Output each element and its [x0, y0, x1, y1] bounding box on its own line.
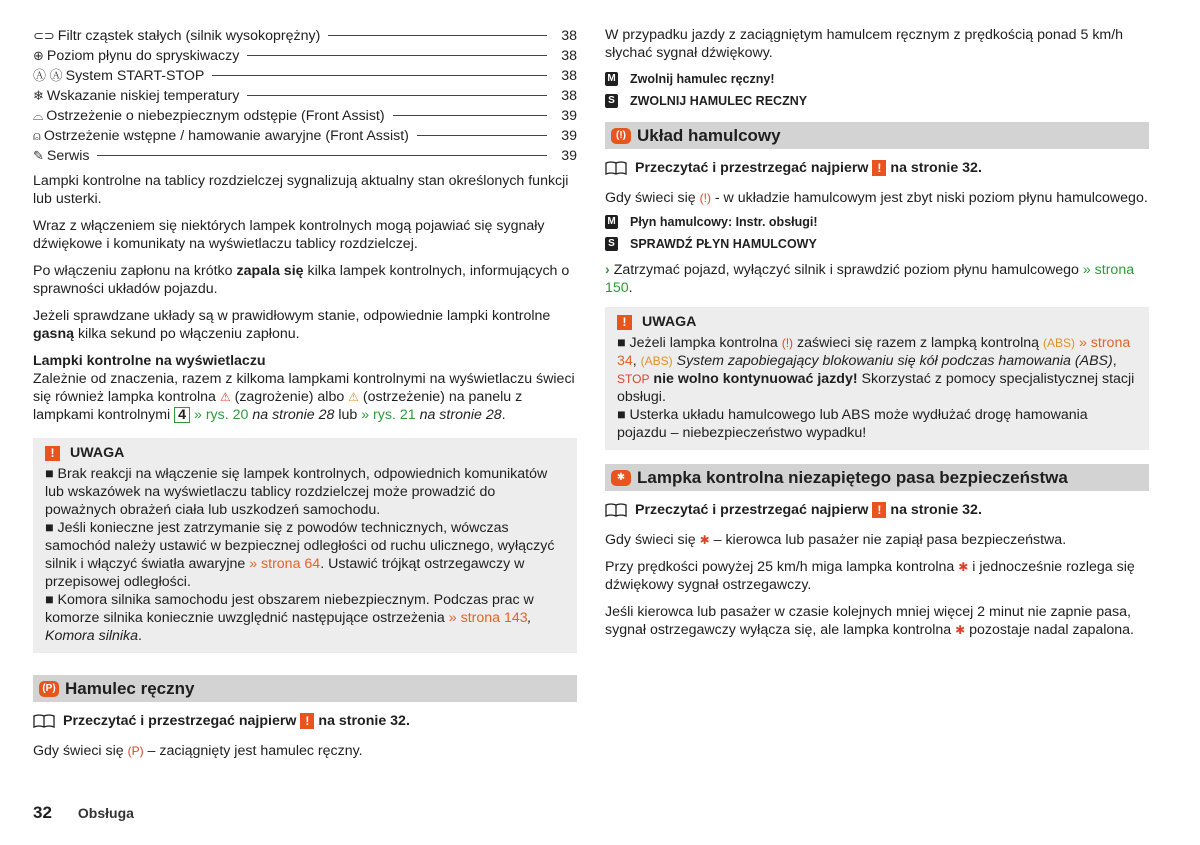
- particle-filter-icon: ⊂⊃: [33, 28, 55, 43]
- page-link[interactable]: » strona 64: [249, 556, 321, 572]
- toc-row[interactable]: [33, 46, 577, 66]
- toc-leader: [97, 155, 547, 156]
- toc-leader: [393, 115, 547, 116]
- toc-page: 38: [561, 48, 577, 64]
- display-message-m: M Płyn hamulcowy: Instr. obsługi!: [605, 211, 1149, 233]
- toc-row[interactable]: [33, 146, 577, 166]
- page-link[interactable]: » strona 150: [605, 262, 1135, 296]
- paragraph: › Zatrzymać pojazd, wyłączyć silnik i sprawdzić poziom płynu hamulcowego » strona 150.: [605, 262, 1135, 296]
- toc-page: 39: [561, 148, 577, 164]
- exclamation-icon: !: [872, 160, 886, 176]
- toc-label: Poziom płynu do spryskiwaczy: [46, 48, 240, 64]
- paragraph: Gdy świeci się (!) - w układzie hamulcowym jest zbyt niski poziom płynu hamulcowego.: [605, 190, 1148, 206]
- abs-icon: (ABS): [640, 354, 673, 368]
- display-message-s: S SPRAWDŹ PŁYN HAMULCOWY: [605, 233, 1149, 255]
- toc-leader: [247, 55, 547, 56]
- toc-page: 39: [561, 128, 577, 144]
- start-stop-icon: Ⓐ Ⓐ: [33, 68, 63, 83]
- front-assist-brake-icon: ⍝: [33, 128, 41, 143]
- display-message-s: S ZWOLNIJ HAMULEC RECZNY: [605, 90, 1149, 112]
- paragraph: Przy prędkości powyżej 25 km/h miga lampka kontrolna ✱ i jednocześnie rozlega się dźwiękowy sygnał ostrzegawczy.: [605, 559, 1135, 593]
- toc-leader: [328, 35, 547, 36]
- exclamation-icon: !: [45, 446, 60, 461]
- book-icon: [605, 161, 627, 175]
- book-icon: [605, 503, 627, 517]
- parking-brake-icon: (P): [39, 681, 59, 697]
- toc-page: 38: [561, 88, 577, 104]
- danger-triangle-icon: ⚠: [219, 390, 231, 404]
- warning-box: [33, 438, 577, 653]
- toc-label: Filtr cząstek stałych (silnik wysokoprężny): [57, 28, 321, 44]
- toc-row[interactable]: [33, 66, 577, 86]
- toc-leader: [212, 75, 547, 76]
- parking-brake-icon: (P): [127, 744, 144, 758]
- section-header-handbrake: (P) Hamulec ręczny: [33, 675, 577, 702]
- figure-link[interactable]: » rys. 20: [193, 407, 249, 423]
- warning-triangle-icon: ⚠: [348, 390, 359, 404]
- warning-item: ■ Jeśli konieczne jest zatrzymanie się z powodów technicznych, wówczas samochód należy ustawić w bezpiecznej odległości od ruchu ulicznego, wyłączyć silnik i włączyć światła awaryjne » strona 64. Ustawić trójkąt ostrzegawczy w przepisowej odległości.: [45, 520, 555, 590]
- toc-row[interactable]: [33, 86, 577, 106]
- read-first-note: Przeczytać i przestrzegać najpierw ! na stronie 32.: [605, 159, 1149, 177]
- book-icon: [33, 714, 55, 728]
- read-first-note: Przeczytać i przestrzegać najpierw ! na stronie 32.: [605, 501, 1149, 519]
- abs-icon: (ABS): [1043, 336, 1076, 350]
- section-header-seatbelt: ✱ Lampka kontrolna niezapiętego pasa bezpieczeństwa: [605, 464, 1149, 491]
- exclamation-icon: !: [300, 713, 314, 729]
- stop-icon: STOP: [617, 372, 650, 386]
- paragraph: Po włączeniu zapłonu na krótko zapala się kilka lampek kontrolnych, informujących o sprawności układów pojazdu.: [33, 263, 570, 297]
- page-link[interactable]: » strona 143: [448, 610, 528, 626]
- paragraph: Gdy świeci się (P) – zaciągnięty jest hamulec ręczny.: [33, 743, 363, 759]
- warning-box: [605, 307, 1149, 450]
- seatbelt-icon: ✱: [958, 560, 969, 574]
- seatbelt-icon: ✱: [699, 533, 710, 547]
- toc-row[interactable]: [33, 26, 577, 46]
- toc-label: System START-STOP: [65, 68, 205, 84]
- page-link[interactable]: » strona 34: [617, 335, 1131, 369]
- toc-leader: [247, 95, 547, 96]
- left-column: [33, 26, 577, 769]
- toc-label: Ostrzeżenie wstępne / hamowanie awaryjne (Front Assist): [43, 128, 409, 144]
- washer-fluid-icon: ⊕: [33, 48, 44, 63]
- paragraph: Lampki kontrolne na tablicy rozdzielczej sygnalizują aktualny stan określonych funkcji lub usterki.: [33, 173, 569, 207]
- toc-page: 38: [561, 28, 577, 44]
- table-of-contents: [33, 26, 577, 166]
- arrow-icon: ›: [605, 262, 610, 278]
- brake-system-icon: (!): [781, 336, 794, 350]
- paragraph: Wraz z włączeniem się niektórych lampek kontrolnych mogą pojawiać się sygnały dźwiękowe i komunikaty na wyświetlaczu tablicy rozdzielczej.: [33, 218, 545, 252]
- figure-callout: 4: [174, 407, 190, 423]
- warning-item: ■ Usterka układu hamulcowego lub ABS może wydłużać drogę hamowania pojazdu – niebezpieczeństwo wypadku!: [617, 407, 1088, 441]
- footer-section: Obsługa: [77, 805, 134, 821]
- page-footer: [33, 804, 134, 822]
- read-first-note: Przeczytać i przestrzegać najpierw ! na stronie 32.: [33, 712, 577, 730]
- exclamation-icon: !: [872, 502, 886, 518]
- exclamation-icon: !: [617, 315, 632, 330]
- seatbelt-icon: ✱: [955, 623, 966, 637]
- paragraph: Jeśli kierowca lub pasażer w czasie kolejnych mniej więcej 2 minut nie zapnie pasa, sygnał ostrzegawczy wyłącza się, ale lampka kontrolna ✱ pozostaje nadal zapalona.: [605, 604, 1134, 638]
- page-number: 32: [33, 803, 52, 822]
- paragraph: Jeżeli sprawdzane układy są w prawidłowym stanie, odpowiednie lampki kontrolne gasną kilka sekund po włączeniu zapłonu.: [33, 308, 551, 342]
- section-header-brake-system: (!) Układ hamulcowy: [605, 122, 1149, 149]
- toc-row[interactable]: [33, 106, 577, 126]
- warning-item: ■ Komora silnika samochodu jest obszarem niebezpiecznym. Podczas prac w komorze silnika koniecznie uwzględnić następujące ostrzeżenia » strona 143, Komora silnika.: [45, 592, 534, 644]
- wrench-icon: ✎: [33, 148, 44, 163]
- subheading: Lampki kontrolne na wyświetlaczu: [33, 353, 266, 369]
- paragraph: Gdy świeci się ✱ – kierowca lub pasażer nie zapiął pasa bezpieczeństwa.: [605, 532, 1067, 548]
- toc-page: 39: [561, 108, 577, 124]
- display-message-m: M Zwolnij hamulec ręczny!: [605, 68, 1149, 90]
- toc-label: Wskazanie niskiej temperatury: [46, 88, 240, 104]
- toc-page: 38: [561, 68, 577, 84]
- warning-title: UWAGA: [642, 314, 697, 330]
- snowflake-icon: ❄: [33, 88, 44, 103]
- brake-system-icon: (!): [699, 191, 711, 205]
- toc-label: Ostrzeżenie o niebezpiecznym odstępie (Front Assist): [46, 108, 385, 124]
- warning-title: UWAGA: [70, 445, 125, 461]
- toc-row[interactable]: [33, 126, 577, 146]
- warning-item: ■ Brak reakcji na włączenie się lampek kontrolnych, odpowiednich komunikatów lub wskazówek na wyświetlaczu tablicy rozdzielczej może prowadzić do poważnych obrażeń ciała lub uszkodzeń samochodu.: [45, 466, 548, 518]
- front-assist-icon: ⌓: [33, 108, 44, 123]
- paragraph: Zależnie od znaczenia, razem z kilkoma lampkami kontrolnymi na wyświetlaczu świeci się również lampka kontrolna ⚠ (zagrożenie) albo ⚠ (ostrzeżenie) na panelu z lampkami kontrolnymi 4 » rys. 20 na stronie 28 lub » rys. 21 na stronie 28.: [33, 371, 575, 423]
- toc-leader: [417, 135, 547, 136]
- brake-system-icon: (!): [611, 128, 631, 144]
- paragraph: W przypadku jazdy z zaciągniętym hamulcem ręcznym z prędkością ponad 5 km/h słychać sygnał dźwiękowy.: [605, 27, 1124, 61]
- warning-item: ■ Jeżeli lampka kontrolna (!) zaświeci się razem z lampką kontrolną (ABS) » strona 34, (ABS) System zapobiegający blokowaniu się kół podczas hamowania (ABS), STOP nie wolno kontynuować jazdy! Skorzystać z pomocy specjalistycznej stacji obsługi.: [617, 335, 1135, 405]
- right-column: [605, 26, 1149, 648]
- figure-link[interactable]: » rys. 21: [361, 407, 416, 423]
- seatbelt-icon: ✱: [611, 470, 631, 486]
- toc-label: Serwis: [46, 148, 90, 164]
